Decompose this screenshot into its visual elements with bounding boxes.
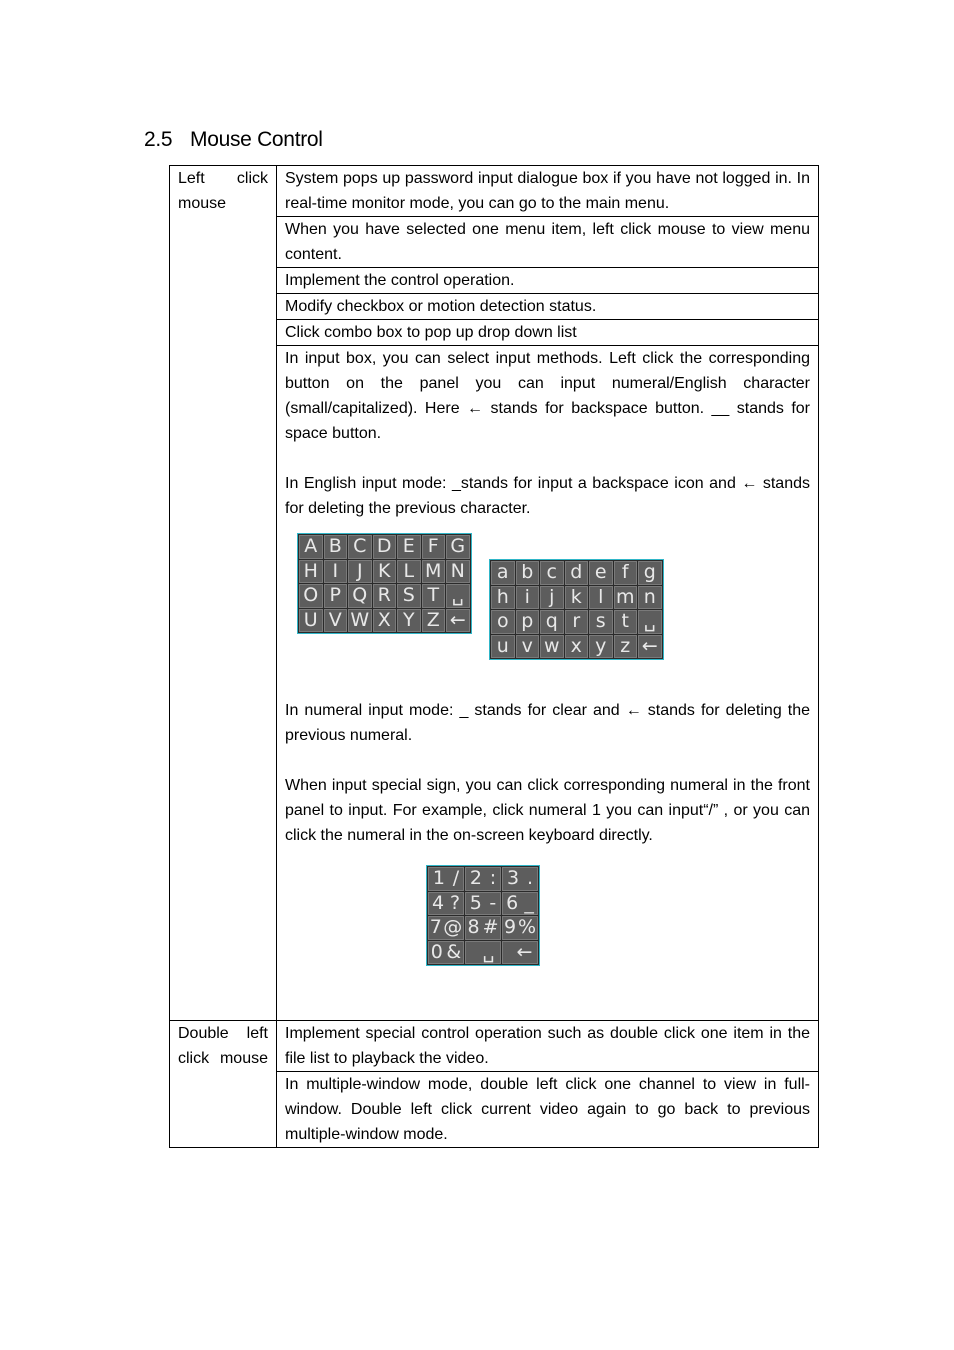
label-text: Left click mouse (178, 170, 268, 212)
lower-key[interactable]: g (638, 561, 662, 585)
upper-key[interactable]: F (422, 535, 446, 559)
table-row (170, 1021, 819, 1072)
upper-key[interactable]: K (373, 560, 397, 584)
numeral-key[interactable] (465, 916, 501, 940)
numeral-key-glyph: # (482, 916, 499, 939)
lower-key[interactable]: f (614, 561, 638, 585)
numeral-key-glyph: / (452, 867, 460, 890)
lower-key[interactable]: t (614, 610, 638, 634)
upper-key[interactable]: G (446, 535, 470, 559)
input-para-4: When input special sign, you can click corresponding numeral in the front panel to input. For example, click numeral 1 you can input“/” , or you can click the numeral in the on-screen keyboard directly. (285, 777, 810, 844)
lower-key[interactable]: c (540, 561, 564, 585)
numeral-key-glyph: ? (449, 891, 461, 914)
numeral-key-glyph: ␣ (482, 940, 495, 963)
label-text: Double left click mouse (178, 1025, 268, 1067)
upper-key[interactable]: Y (397, 609, 421, 633)
numeral-key-glyph: 7 (429, 916, 442, 939)
lower-key[interactable]: b (516, 561, 540, 585)
table-cell: Implement the control operation. (277, 268, 819, 294)
lower-key[interactable]: a (491, 561, 515, 585)
alpha-keyboards (285, 521, 810, 673)
upper-key[interactable]: P (324, 584, 348, 608)
upper-key[interactable]: E (397, 535, 421, 559)
numeral-key[interactable] (465, 892, 501, 916)
lower-key[interactable]: s (589, 610, 613, 634)
numeral-key[interactable] (428, 941, 464, 965)
lower-key[interactable]: w (540, 635, 564, 659)
numeral-key[interactable] (428, 892, 464, 916)
numeral-key-glyph: 8 (467, 916, 480, 939)
numeral-key-glyph: _ (524, 891, 534, 914)
numeral-key[interactable] (465, 941, 501, 965)
numeral-key-glyph: - (489, 891, 497, 914)
upper-key[interactable]: O (299, 584, 323, 608)
numeral-keyboard-area (285, 848, 810, 998)
lowercase-keyboard (489, 559, 664, 660)
numeral-key-glyph: ← (516, 940, 533, 963)
table-row (170, 166, 819, 217)
upper-key[interactable]: B (324, 535, 348, 559)
lower-key[interactable]: y (589, 635, 613, 659)
upper-key[interactable]: A (299, 535, 323, 559)
numeral-key[interactable] (428, 867, 464, 891)
lower-key[interactable]: d (565, 561, 589, 585)
input-box-cell (277, 346, 819, 1021)
lower-key[interactable]: n (638, 586, 662, 610)
input-para-1: In input box, you can select input methods. Left click the corresponding button on the panel you can input numeral/English character (small/capitalized). Here ← stands for backspace button. __ stands for space button. (285, 350, 810, 442)
table-cell: Implement special control operation such as double click one item in the file list to playback the video. (277, 1021, 819, 1072)
lower-key[interactable]: r (565, 610, 589, 634)
mouse-control-table (169, 165, 819, 1148)
upper-key[interactable]: M (422, 560, 446, 584)
lower-key[interactable]: l (589, 586, 613, 610)
input-para-2: In English input mode: _stands for input a backspace icon and ← stands for deleting the previous character. (285, 475, 810, 517)
upper-key[interactable]: U (299, 609, 323, 633)
upper-key[interactable]: S (397, 584, 421, 608)
numeral-key-glyph: & (446, 940, 462, 963)
section-title: Mouse Control (190, 128, 323, 151)
numeral-key-glyph: . (526, 867, 534, 890)
upper-key[interactable]: N (446, 560, 470, 584)
numeral-key-glyph: % (517, 916, 537, 939)
upper-key[interactable]: ␣ (446, 584, 470, 608)
upper-key[interactable]: V (324, 609, 348, 633)
upper-key[interactable]: T (422, 584, 446, 608)
upper-key[interactable]: D (373, 535, 397, 559)
section-heading (144, 128, 323, 152)
lower-key[interactable]: v (516, 635, 540, 659)
upper-key[interactable]: Q (348, 584, 372, 608)
numeral-key-glyph: 1 (432, 867, 445, 890)
lower-key[interactable]: ← (638, 635, 662, 659)
lower-key[interactable]: x (565, 635, 589, 659)
table-cell: Modify checkbox or motion detection status. (277, 294, 819, 320)
numeral-key[interactable] (502, 941, 538, 965)
lower-key[interactable]: k (565, 586, 589, 610)
lower-key[interactable]: j (540, 586, 564, 610)
lower-key[interactable]: q (540, 610, 564, 634)
upper-key[interactable]: H (299, 560, 323, 584)
lower-key[interactable]: i (516, 586, 540, 610)
lower-key[interactable]: m (614, 586, 638, 610)
numeral-key[interactable] (465, 867, 501, 891)
uppercase-keyboard (297, 533, 472, 634)
numeral-key-glyph: : (489, 867, 497, 890)
numeral-key[interactable] (502, 867, 538, 891)
upper-key[interactable]: ← (446, 609, 470, 633)
numeral-key-glyph: 3 (506, 867, 520, 890)
upper-key[interactable]: L (397, 560, 421, 584)
numeral-key-glyph: 0 (430, 940, 443, 963)
table-cell: When you have selected one menu item, left click mouse to view menu content. (277, 217, 819, 268)
numeral-key-glyph: 9 (503, 916, 517, 939)
numeral-key-glyph: 2 (469, 867, 482, 890)
lower-key[interactable]: u (491, 635, 515, 659)
upper-key[interactable]: J (348, 560, 372, 584)
upper-key[interactable]: R (373, 584, 397, 608)
numeral-keyboard (426, 865, 540, 966)
lower-key[interactable]: p (516, 610, 540, 634)
upper-key[interactable]: W (348, 609, 372, 633)
numeral-key[interactable] (502, 916, 538, 940)
upper-key[interactable]: X (373, 609, 397, 633)
numeral-key[interactable] (502, 892, 538, 916)
upper-key[interactable]: C (348, 535, 372, 559)
table-cell: Click combo box to pop up drop down list (277, 320, 819, 346)
upper-key[interactable]: Z (422, 609, 446, 633)
lower-key[interactable]: ␣ (638, 610, 662, 634)
lower-key[interactable]: h (491, 586, 515, 610)
lower-key[interactable]: z (614, 635, 638, 659)
input-para-3: In numeral input mode: _ stands for clear and ← stands for deleting the previous numeral. (285, 702, 810, 744)
upper-key[interactable]: I (324, 560, 348, 584)
lower-key[interactable]: o (491, 610, 515, 634)
numeral-key-glyph: 5 (469, 891, 482, 914)
row-label-left-click (170, 166, 277, 1021)
table-cell: System pops up password input dialogue box if you have not logged in. In real-time monitor mode, you can go to the main menu. (277, 166, 819, 217)
numeral-key-glyph: 4 (431, 891, 445, 914)
section-number: 2.5 (144, 128, 173, 151)
numeral-key-glyph: @ (443, 916, 463, 939)
lower-key[interactable]: e (589, 561, 613, 585)
numeral-key-glyph: 6 (506, 891, 519, 914)
row-label-double-click (170, 1021, 277, 1148)
table-cell: In multiple-window mode, double left click one channel to view in full-window. Double left click current video again to go back to previous multiple-window mode. (277, 1072, 819, 1148)
numeral-key[interactable] (428, 916, 464, 940)
